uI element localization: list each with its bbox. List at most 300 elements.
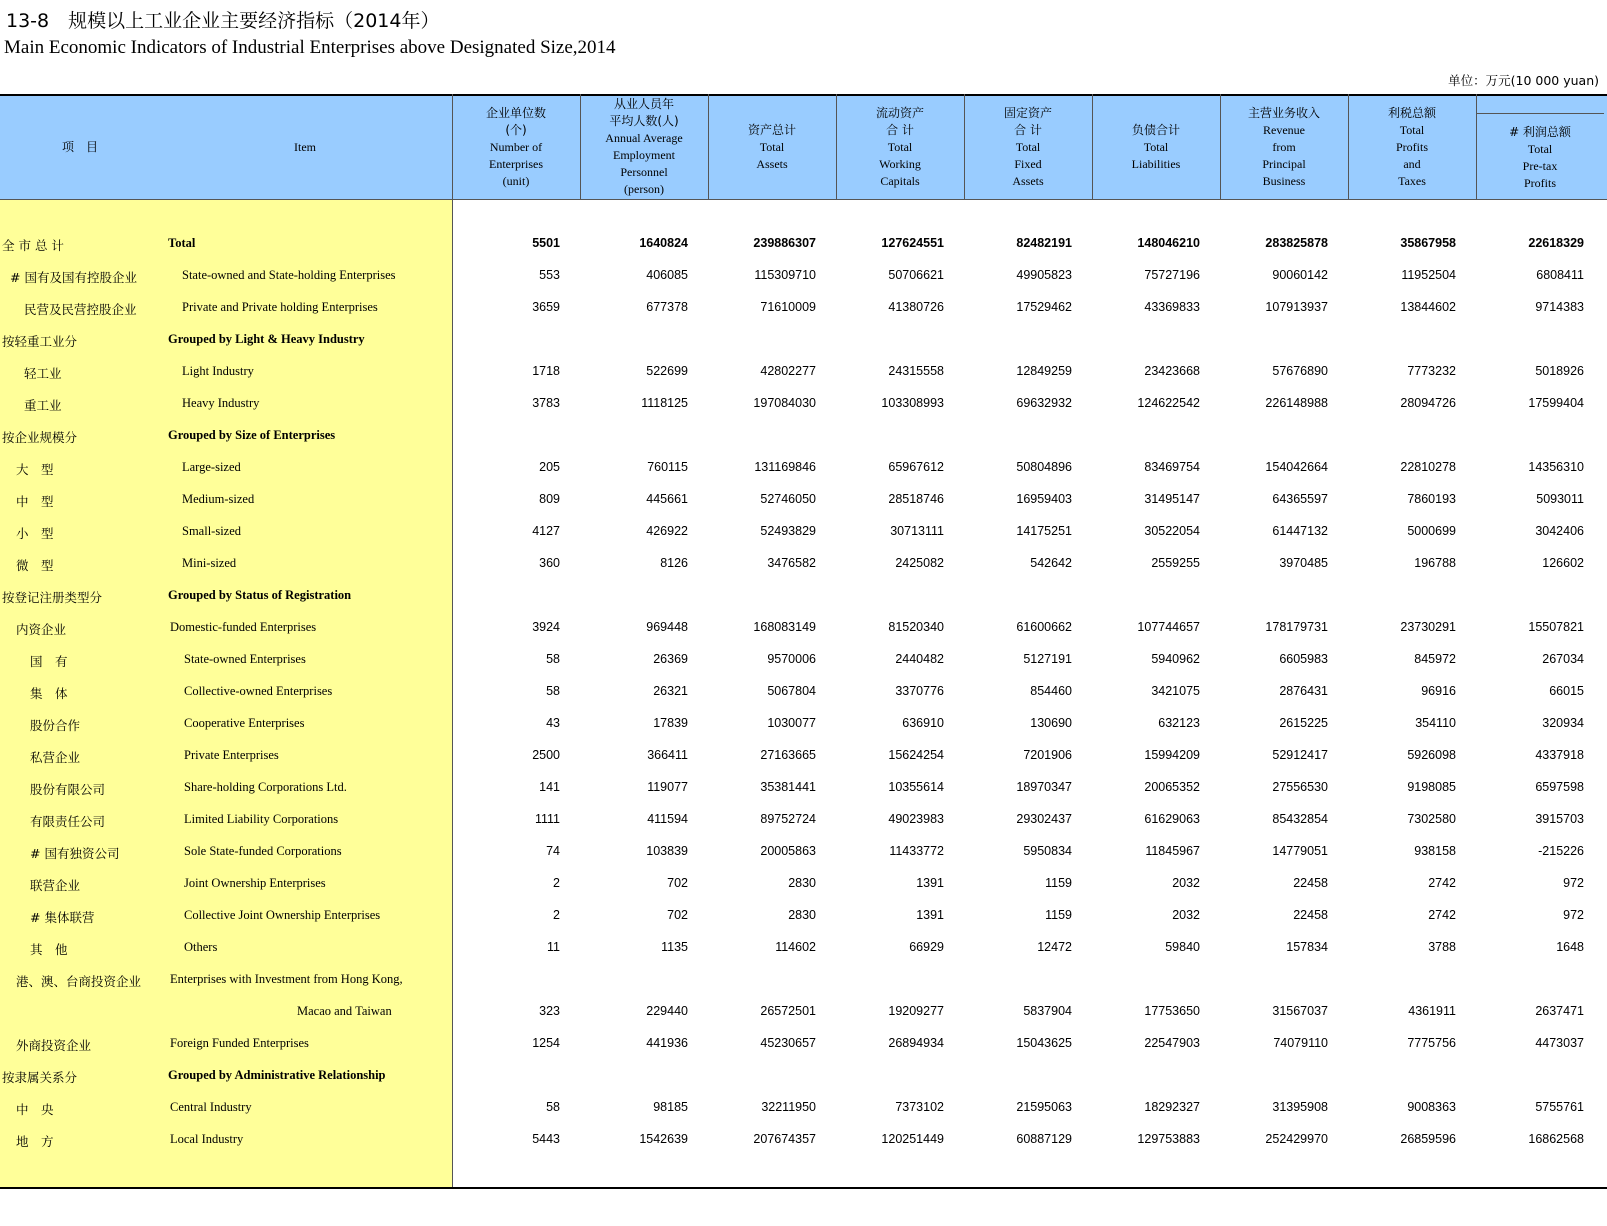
cell-value: 938158 xyxy=(1414,844,1456,858)
cell-value: 30713111 xyxy=(890,524,944,538)
cell-value: 11 xyxy=(547,940,560,954)
cell-value: 196788 xyxy=(1414,556,1456,570)
cell-value: 3659 xyxy=(532,300,560,314)
cell-value: 22458 xyxy=(1293,908,1328,922)
cell-value: 14779051 xyxy=(1272,844,1328,858)
cell-value: 7860193 xyxy=(1407,492,1456,506)
cell-value: 11845967 xyxy=(1145,844,1200,858)
header-line: Total xyxy=(1527,141,1553,156)
table-row xyxy=(0,964,1607,996)
table-row xyxy=(0,324,1607,356)
cell-value: 6808411 xyxy=(1536,268,1584,282)
cell-value: 5940962 xyxy=(1151,652,1200,666)
cell-value: 28094726 xyxy=(1400,396,1456,410)
cell-value: 119077 xyxy=(647,780,688,794)
cell-value: 90060142 xyxy=(1272,268,1328,282)
header-column xyxy=(1476,113,1604,201)
cell-value: 1391 xyxy=(916,876,944,890)
table-row xyxy=(0,1028,1607,1060)
header-line: 从业人员年 xyxy=(613,97,674,111)
header-line: # 利润总额 xyxy=(1509,124,1571,139)
row-label-en: Others xyxy=(184,940,218,954)
cell-value: 5443 xyxy=(532,1132,560,1146)
cell-value: 14175251 xyxy=(1016,524,1072,538)
cell-value: 74079110 xyxy=(1273,1036,1328,1050)
cell-value: 75727196 xyxy=(1144,268,1200,282)
cell-value: 130690 xyxy=(1030,716,1072,730)
cell-value: 5018926 xyxy=(1535,364,1584,378)
header-line: Total xyxy=(887,139,913,154)
cell-value: 3421075 xyxy=(1151,684,1200,698)
cell-value: 283825878 xyxy=(1265,236,1328,250)
cell-value: 2559255 xyxy=(1151,556,1200,570)
cell-value: 7373102 xyxy=(895,1100,944,1114)
table-row xyxy=(0,708,1607,740)
cell-value: 2 xyxy=(553,876,560,890)
row-label-cn: 私营企业 xyxy=(30,750,81,765)
cell-value: 154042664 xyxy=(1265,460,1328,474)
row-label-en: Total xyxy=(168,236,196,250)
cell-value: 20005863 xyxy=(760,844,816,858)
row-label-cn: 联营企业 xyxy=(30,878,81,893)
cell-value: 103308993 xyxy=(881,396,944,410)
header-column xyxy=(836,94,964,200)
header-line: 企业单位数 xyxy=(485,105,546,120)
table-row xyxy=(0,292,1607,324)
cell-value: 854460 xyxy=(1030,684,1072,698)
cell-value: 14356310 xyxy=(1528,460,1584,474)
cell-value: 5501 xyxy=(532,236,560,250)
cell-value: 126602 xyxy=(1542,556,1584,570)
row-label-en: Grouped by Status of Registration xyxy=(168,588,352,602)
cell-value: 64365597 xyxy=(1272,492,1328,506)
cell-value: 632123 xyxy=(1158,716,1200,730)
table-row xyxy=(0,260,1607,292)
row-label-cn: 集 体 xyxy=(30,686,68,701)
cell-value: 23730291 xyxy=(1400,620,1456,634)
cell-value: 2032 xyxy=(1172,908,1200,922)
row-label-cn: 中 型 xyxy=(16,494,54,509)
row-label-en: Private Enterprises xyxy=(184,748,279,762)
cell-value: 4361911 xyxy=(1408,1004,1456,1018)
header-column xyxy=(964,94,1092,200)
cell-value: 83469754 xyxy=(1144,460,1200,474)
cell-value: 168083149 xyxy=(753,620,816,634)
cell-value: 61629063 xyxy=(1144,812,1200,826)
row-label-cn: 有限责任公司 xyxy=(30,814,106,829)
cell-value: 50706621 xyxy=(888,268,944,282)
row-label-en: State-owned Enterprises xyxy=(184,652,306,666)
header-line: Assets xyxy=(756,156,788,171)
header-line: Number of xyxy=(489,139,543,154)
cell-value: 58 xyxy=(546,652,560,666)
cell-value: 29302437 xyxy=(1016,812,1072,826)
cell-value: 553 xyxy=(539,268,560,282)
cell-value: 522699 xyxy=(646,364,688,378)
row-label-en: Sole State-funded Corporations xyxy=(184,844,342,858)
cell-value: 114602 xyxy=(775,940,816,954)
unit-label: 单位：万元(10 000 yuan) xyxy=(1448,73,1599,88)
cell-value: 2830 xyxy=(788,876,816,890)
header-column xyxy=(708,94,836,200)
cell-value: 17839 xyxy=(653,716,688,730)
cell-value: 82482191 xyxy=(1016,236,1072,250)
cell-value: 360 xyxy=(539,556,560,570)
header-line: Employment xyxy=(613,148,675,162)
data-table xyxy=(0,94,1607,1194)
table-row xyxy=(0,516,1607,548)
header-line: 利税总额 xyxy=(1387,105,1436,120)
row-label-cn: 民营及民营控股企业 xyxy=(24,302,137,317)
cell-value: 15043625 xyxy=(1016,1036,1072,1050)
cell-value: 972 xyxy=(1563,876,1584,890)
header-line: Enterprises xyxy=(489,156,543,171)
cell-value: 2742 xyxy=(1428,876,1456,890)
row-label-en: Collective-owned Enterprises xyxy=(184,684,333,698)
cell-value: 426922 xyxy=(646,524,688,538)
cell-value: 1030077 xyxy=(767,716,816,730)
header-line: Working xyxy=(879,156,921,171)
cell-value: 760115 xyxy=(647,460,688,474)
header-line: 合 计 xyxy=(886,122,914,137)
cell-value: 252429970 xyxy=(1265,1132,1328,1146)
header-line: Personnel xyxy=(620,165,668,179)
cell-value: 52493829 xyxy=(760,524,816,538)
cell-value: 542642 xyxy=(1030,556,1072,570)
table-row xyxy=(0,740,1607,772)
table-row xyxy=(0,836,1607,868)
cell-value: 141 xyxy=(539,780,560,794)
cell-value: 4337918 xyxy=(1535,748,1584,762)
cell-value: 127624551 xyxy=(881,236,944,250)
table-bottom-rule xyxy=(0,1187,1607,1189)
cell-value: 1159 xyxy=(1045,876,1072,890)
cell-value: 1118125 xyxy=(641,396,688,410)
header-line: (个) xyxy=(505,122,527,137)
cell-value: 157834 xyxy=(1286,940,1328,954)
cell-value: 61600662 xyxy=(1016,620,1072,634)
row-label-cn: 国 有 xyxy=(30,654,68,669)
header-line: Taxes xyxy=(1398,173,1426,188)
row-label-en: Limited Liability Corporations xyxy=(184,812,339,826)
header-line: Profits xyxy=(1395,139,1428,154)
header-line: 固定资产 xyxy=(1003,105,1052,120)
row-label-cn: 其 他 xyxy=(30,942,68,957)
cell-value: 845972 xyxy=(1414,652,1456,666)
row-label-cn: 小 型 xyxy=(16,526,54,541)
table-row xyxy=(0,1092,1607,1124)
cell-value: 30522054 xyxy=(1144,524,1200,538)
cell-value: 239886307 xyxy=(753,236,816,250)
header-line: Liabilities xyxy=(1131,156,1181,171)
cell-value: 7775756 xyxy=(1407,1036,1456,1050)
cell-value: 61447132 xyxy=(1272,524,1328,538)
cell-value: 178179731 xyxy=(1265,620,1328,634)
table-row xyxy=(0,868,1607,900)
header-line: Total xyxy=(1015,139,1041,154)
header-line: from xyxy=(1272,139,1296,154)
cell-value: 9714383 xyxy=(1535,300,1584,314)
header-line: Annual Average xyxy=(605,131,683,145)
cell-value: 972 xyxy=(1563,908,1584,922)
cell-value: 226148988 xyxy=(1265,396,1328,410)
header-column xyxy=(1220,94,1348,200)
cell-value: 3783 xyxy=(532,396,560,410)
cell-value: 66929 xyxy=(909,940,944,954)
cell-value: 50804896 xyxy=(1016,460,1072,474)
cell-value: 205 xyxy=(539,460,560,474)
cell-value: 1391 xyxy=(916,908,944,922)
table-row xyxy=(0,676,1607,708)
row-label-cn: 港、澳、台商投资企业 xyxy=(16,974,142,989)
cell-value: 19209277 xyxy=(888,1004,944,1018)
table-row xyxy=(0,580,1607,612)
row-label-cn: 按隶属关系分 xyxy=(2,1070,78,1085)
cell-value: 35867958 xyxy=(1400,236,1456,250)
cell-value: 41380726 xyxy=(888,300,944,314)
cell-value: 2876431 xyxy=(1279,684,1328,698)
cell-value: 4127 xyxy=(532,524,560,538)
cell-value: 22810278 xyxy=(1400,460,1456,474)
page-title-en: Main Economic Indicators of Industrial Enterprises above Designated Size,2014 xyxy=(4,37,616,58)
cell-value: 120251449 xyxy=(881,1132,944,1146)
cell-value: 89752724 xyxy=(760,812,816,826)
cell-value: 702 xyxy=(667,876,688,890)
row-label-cn: 按轻重工业分 xyxy=(2,334,78,349)
cell-value: 15994209 xyxy=(1144,748,1200,762)
cell-value: 66015 xyxy=(1549,684,1584,698)
cell-value: 9198085 xyxy=(1407,780,1456,794)
table-row xyxy=(0,644,1607,676)
row-label-en: Light Industry xyxy=(182,364,254,378)
header-line: Capitals xyxy=(880,173,920,188)
cell-value: 5067804 xyxy=(767,684,816,698)
header-line: Fixed xyxy=(1014,156,1042,171)
cell-value: 115309710 xyxy=(754,268,816,282)
cell-value: 31567037 xyxy=(1272,1004,1328,1018)
row-label-cn: 全 市 总 计 xyxy=(2,238,64,253)
cell-value: 11952504 xyxy=(1401,268,1456,282)
cell-value: 49023983 xyxy=(888,812,944,826)
row-label-cn: 微 型 xyxy=(16,558,54,573)
header-line: 主营业务收入 xyxy=(1247,105,1320,120)
header-line: Profits xyxy=(1523,175,1556,190)
cell-value: 16959403 xyxy=(1016,492,1072,506)
cell-value: 969448 xyxy=(646,620,688,634)
cell-value: 1254 xyxy=(532,1036,560,1050)
row-label-en: Local Industry xyxy=(170,1132,244,1146)
row-label-cn: 股份有限公司 xyxy=(30,782,106,797)
row-label-en: Macao and Taiwan xyxy=(297,1004,392,1018)
cell-value: 5000699 xyxy=(1407,524,1456,538)
row-label-cn: 股份合作 xyxy=(30,718,81,733)
cell-value: 406085 xyxy=(646,268,688,282)
row-label-cn: 中 央 xyxy=(16,1102,54,1117)
table-row xyxy=(0,612,1607,644)
cell-value: 7302580 xyxy=(1407,812,1456,826)
cell-value: 10355614 xyxy=(888,780,944,794)
header-line: 流动资产 xyxy=(875,105,924,120)
cell-value: 411594 xyxy=(647,812,688,826)
header-line: 平均人数(人) xyxy=(609,114,679,128)
table-row xyxy=(0,900,1607,932)
cell-value: 1159 xyxy=(1045,908,1072,922)
row-label-cn: 内资企业 xyxy=(16,622,67,637)
cell-value: 366411 xyxy=(647,748,688,762)
row-label-en: Central Industry xyxy=(170,1100,252,1114)
cell-value: 441936 xyxy=(646,1036,688,1050)
cell-value: 26321 xyxy=(653,684,688,698)
cell-value: 58 xyxy=(546,684,560,698)
cell-value: 1640824 xyxy=(639,236,688,250)
header-column xyxy=(1092,94,1220,200)
cell-value: 3476582 xyxy=(767,556,816,570)
header-line: 资产总计 xyxy=(747,122,796,137)
row-label-en: Domestic-funded Enterprises xyxy=(170,620,317,634)
cell-value: 26572501 xyxy=(760,1004,816,1018)
cell-value: 58 xyxy=(546,1100,560,1114)
cell-value: 28518746 xyxy=(888,492,944,506)
row-label-en: Joint Ownership Enterprises xyxy=(184,876,326,890)
table-row xyxy=(0,420,1607,452)
cell-value: 6597598 xyxy=(1535,780,1584,794)
cell-value: 103839 xyxy=(646,844,688,858)
cell-value: 74 xyxy=(546,844,560,858)
cell-value: -215226 xyxy=(1538,844,1584,858)
cell-value: 2 xyxy=(553,908,560,922)
header-column xyxy=(452,94,580,200)
cell-value: 7773232 xyxy=(1407,364,1456,378)
row-label-en: Grouped by Light & Heavy Industry xyxy=(168,332,365,346)
cell-value: 323 xyxy=(539,1004,560,1018)
header-line: Pre-tax xyxy=(1522,158,1558,173)
cell-value: 65967612 xyxy=(888,460,944,474)
cell-value: 5127191 xyxy=(1023,652,1072,666)
table-row xyxy=(0,356,1607,388)
cell-value: 96916 xyxy=(1421,684,1456,698)
cell-value: 3370776 xyxy=(895,684,944,698)
cell-value: 320934 xyxy=(1542,716,1584,730)
cell-value: 69632932 xyxy=(1016,396,1072,410)
cell-value: 42802277 xyxy=(760,364,816,378)
header-line: Total xyxy=(1143,139,1169,154)
cell-value: 85432854 xyxy=(1272,812,1328,826)
cell-value: 43 xyxy=(546,716,560,730)
cell-value: 3924 xyxy=(532,620,560,634)
cell-value: 26894934 xyxy=(888,1036,944,1050)
header-line: Assets xyxy=(1012,173,1044,188)
cell-value: 809 xyxy=(539,492,560,506)
header-item-cn: 项 目 xyxy=(61,139,98,154)
table-row xyxy=(0,996,1607,1028)
header-line: 合 计 xyxy=(1014,122,1042,137)
header-line: Total xyxy=(1399,122,1425,137)
cell-value: 229440 xyxy=(646,1004,688,1018)
row-label-cn: 按登记注册类型分 xyxy=(2,590,103,605)
cell-value: 1111 xyxy=(534,812,560,826)
cell-value: 107913937 xyxy=(1265,300,1328,314)
cell-value: 71610009 xyxy=(760,300,816,314)
page-title-cn: 13-8 规模以上工业企业主要经济指标（2014年） xyxy=(6,10,440,32)
cell-value: 59840 xyxy=(1165,940,1200,954)
row-label-en: Enterprises with Investment from Hong Kong, xyxy=(170,972,403,986)
cell-value: 6605983 xyxy=(1279,652,1328,666)
header-line: (person) xyxy=(624,182,664,196)
cell-value: 8126 xyxy=(660,556,688,570)
cell-value: 98185 xyxy=(653,1100,688,1114)
cell-value: 17529462 xyxy=(1016,300,1072,314)
cell-value: 5950834 xyxy=(1023,844,1072,858)
cell-value: 26369 xyxy=(653,652,688,666)
table-row xyxy=(0,484,1607,516)
cell-value: 2742 xyxy=(1428,908,1456,922)
cell-value: 1542639 xyxy=(639,1132,688,1146)
cell-value: 3788 xyxy=(1428,940,1456,954)
cell-value: 354110 xyxy=(1415,716,1456,730)
row-label-en: Cooperative Enterprises xyxy=(184,716,305,730)
row-label-en: Share-holding Corporations Ltd. xyxy=(184,780,347,794)
cell-value: 636910 xyxy=(902,716,944,730)
cell-value: 57676890 xyxy=(1272,364,1328,378)
cell-value: 445661 xyxy=(646,492,688,506)
table-row xyxy=(0,228,1607,260)
cell-value: 2500 xyxy=(532,748,560,762)
table-row xyxy=(0,548,1607,580)
header-line: (unit) xyxy=(502,173,530,188)
row-label-en: Private and Private holding Enterprises xyxy=(182,300,378,314)
table-row xyxy=(0,388,1607,420)
header-column xyxy=(1348,94,1476,200)
cell-value: 3970485 xyxy=(1279,556,1328,570)
cell-value: 18970347 xyxy=(1016,780,1072,794)
header-line: Business xyxy=(1262,173,1306,188)
cell-value: 4473037 xyxy=(1535,1036,1584,1050)
cell-value: 2615225 xyxy=(1279,716,1328,730)
table-row xyxy=(0,452,1607,484)
header-item-en: Item xyxy=(294,139,316,154)
cell-value: 107744657 xyxy=(1137,620,1200,634)
row-label-en: State-owned and State-holding Enterprises xyxy=(182,268,396,282)
cell-value: 5837904 xyxy=(1023,1004,1072,1018)
row-label-cn: # 国有及国有控股企业 xyxy=(10,270,137,285)
row-label-cn: 外商投资企业 xyxy=(16,1038,92,1053)
row-label-cn: 重工业 xyxy=(24,398,62,413)
row-label-en: Small-sized xyxy=(182,524,242,538)
cell-value: 20065352 xyxy=(1144,780,1200,794)
cell-value: 22618329 xyxy=(1528,236,1584,250)
cell-value: 9008363 xyxy=(1407,1100,1456,1114)
row-label-cn: 大 型 xyxy=(16,462,54,477)
cell-value: 1135 xyxy=(661,940,688,954)
cell-value: 131169846 xyxy=(754,460,816,474)
cell-value: 17599404 xyxy=(1528,396,1584,410)
cell-value: 5093011 xyxy=(1536,492,1584,506)
cell-value: 3915703 xyxy=(1535,812,1584,826)
cell-value: 23423668 xyxy=(1144,364,1200,378)
header-line: Total xyxy=(759,139,785,154)
cell-value: 11433772 xyxy=(889,844,944,858)
cell-value: 702 xyxy=(667,908,688,922)
cell-value: 24315558 xyxy=(888,364,944,378)
cell-value: 31495147 xyxy=(1144,492,1200,506)
row-label-en: Heavy Industry xyxy=(182,396,260,410)
header-column xyxy=(580,94,708,200)
cell-value: 12849259 xyxy=(1016,364,1072,378)
cell-value: 148046210 xyxy=(1137,236,1200,250)
cell-value: 124622542 xyxy=(1137,396,1200,410)
header-line: 负债合计 xyxy=(1131,122,1180,137)
table-row xyxy=(0,1124,1607,1156)
